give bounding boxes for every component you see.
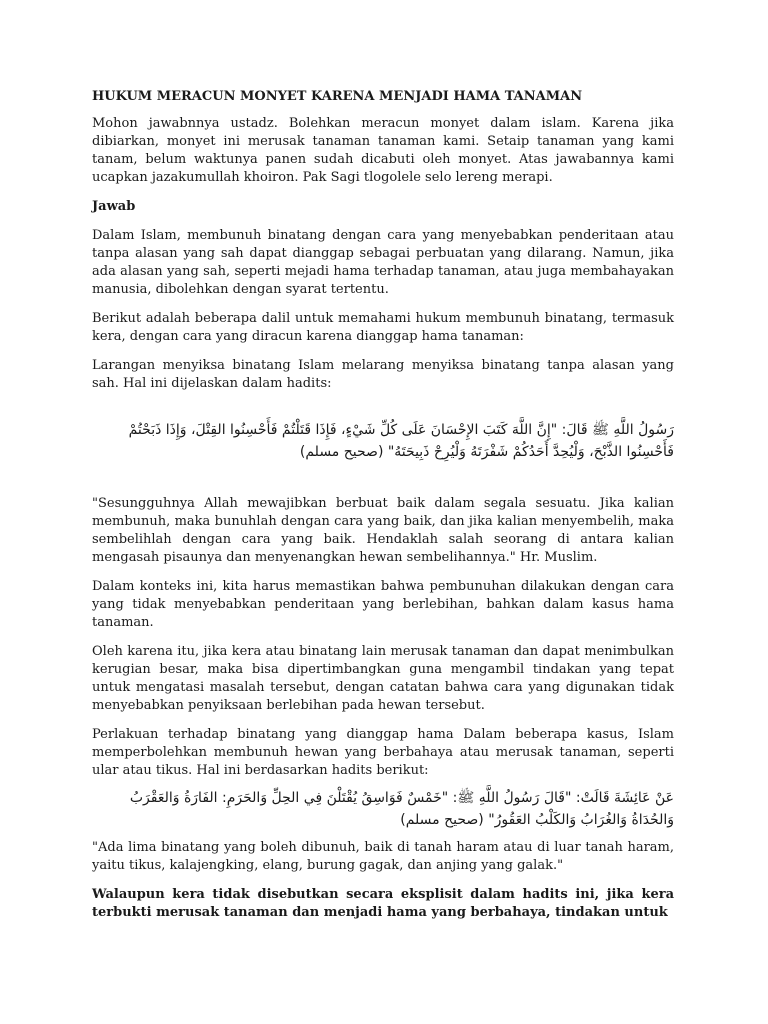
- paragraph-oleh-karena: Oleh karena itu, jika kera atau binatang lain merusak tanaman dan dapat menimbulkan kerugian besar, maka bisa dipertimbangkan guna mengambil tindakan yang tepat untuk mengatasi masalah tersebut, dengan catatan bahwa cara yang digunakan tidak menyebabkan penyiksaan berlebihan pada hewan tersebut.: [92, 644, 674, 713]
- paragraph-perlakuan: Perlakuan terhadap binatang yang dianggap hama Dalam beberapa kasus, Islam memperbolehkan membunuh hewan yang berbahaya atau merusak tanaman, seperti ular atau tikus. Hal ini berdasarkan hadits berikut:: [92, 727, 674, 778]
- hadith-2-translation: "Ada lima binatang yang boleh dibunuh, baik di tanah haram atau di luar tanah haram, yaitu tikus, kalajengking, elang, burung gagak, dan anjing yang galak.": [92, 840, 674, 873]
- paragraph-larangan: Larangan menyiksa binatang Islam melarang menyiksa binatang tanpa alasan yang sah. Hal ini dijelaskan dalam hadits:: [92, 358, 674, 391]
- hadith-1-arabic: رَسُولُ اللَّهِ ﷺ قَالَ: "إِنَّ اللَّهَ كَتَبَ الإِحْسَانَ عَلَى كُلِّ شَيْءٍ، فَإِذَا قَتَلْتُمْ فَأَحْسِنُوا القِتْلَ، وَإِذَا ذَبَحْتُمْ فَأَحْسِنُوا الذَّبْحَ، وَلْيُحِدَّ أَحَدُكُمْ شَفْرَتَهُ وَلْيُرِحْ ذَبِيحَتَهُ" (صحيح مسلم): [128, 422, 674, 460]
- question-paragraph: Mohon jawabnnya ustadz. Bolehkan meracun monyet dalam islam. Karena jika dibiarkan, monyet ini merusak tanaman tanaman kami. Setaip tanaman yang kami tanam, belum waktunya panen sudah dicabuti oleh monyet. Atas jawabannya kami ucapkan jazakumullah khoiron. Pak Sagi tlogolele selo lereng merapi.: [92, 116, 674, 185]
- paragraph-intro: Dalam Islam, membunuh binatang dengan cara yang menyebabkan penderitaan atau tanpa alasan yang sah dapat dianggap sebagai perbuatan yang dilarang. Namun, jika ada alasan yang sah, seperti mejadi hama terhadap tanaman, atau juga membahayakan manusia, dibolehkan dengan syarat tertentu.: [92, 228, 674, 297]
- paragraph-dalil: Berikut adalah beberapa dalil untuk memahami hukum membunuh binatang, termasuk kera, dengan cara yang diracun karena dianggap hama tanaman:: [92, 311, 674, 344]
- paragraph-walaupun: Walaupun kera tidak disebutkan secara eksplisit dalam hadits ini, jika kera terbukti merusak tanaman dan menjadi hama yang berbahaya, tindakan untuk: [92, 887, 674, 920]
- hadith-1-translation: "Sesungguhnya Allah mewajibkan berbuat baik dalam segala sesuatu. Jika kalian membunuh, maka bunuhlah dengan cara yang baik, dan jika kalian menyembelih, maka sembelihlah dengan cara yang baik. Hendaklah salah seorang di antara kalian mengasah pisaunya dan menyenangkan hewan sembelihannya." Hr. Muslim.: [92, 496, 674, 565]
- paragraph-konteks: Dalam konteks ini, kita harus memastikan bahwa pembunuhan dilakukan dengan cara yang tidak menyebabkan penderitaan yang berlebihan, bahkan dalam kasus hama tanaman.: [92, 579, 674, 630]
- document-title: HUKUM MERACUN MONYET KARENA MENJADI HAMA TANAMAN: [92, 89, 583, 104]
- hadith-2-arabic: عَنْ عَائِشَةَ قَالَتْ: "قَالَ رَسُولُ اللَّهِ ﷺ: "خَمْسٌ فَوَاسِقُ يُقْتَلْنَ فِي الحِلِّ وَالحَرَمِ: الفَارَةُ وَالعَقْرَبُ وَالحُدَاةُ وَالغُرَابُ وَالكَلْبُ العَقُورُ" (صحيح مسلم): [129, 790, 674, 828]
- document-page: [92, 88, 674, 933]
- answer-heading: Jawab: [92, 199, 136, 214]
